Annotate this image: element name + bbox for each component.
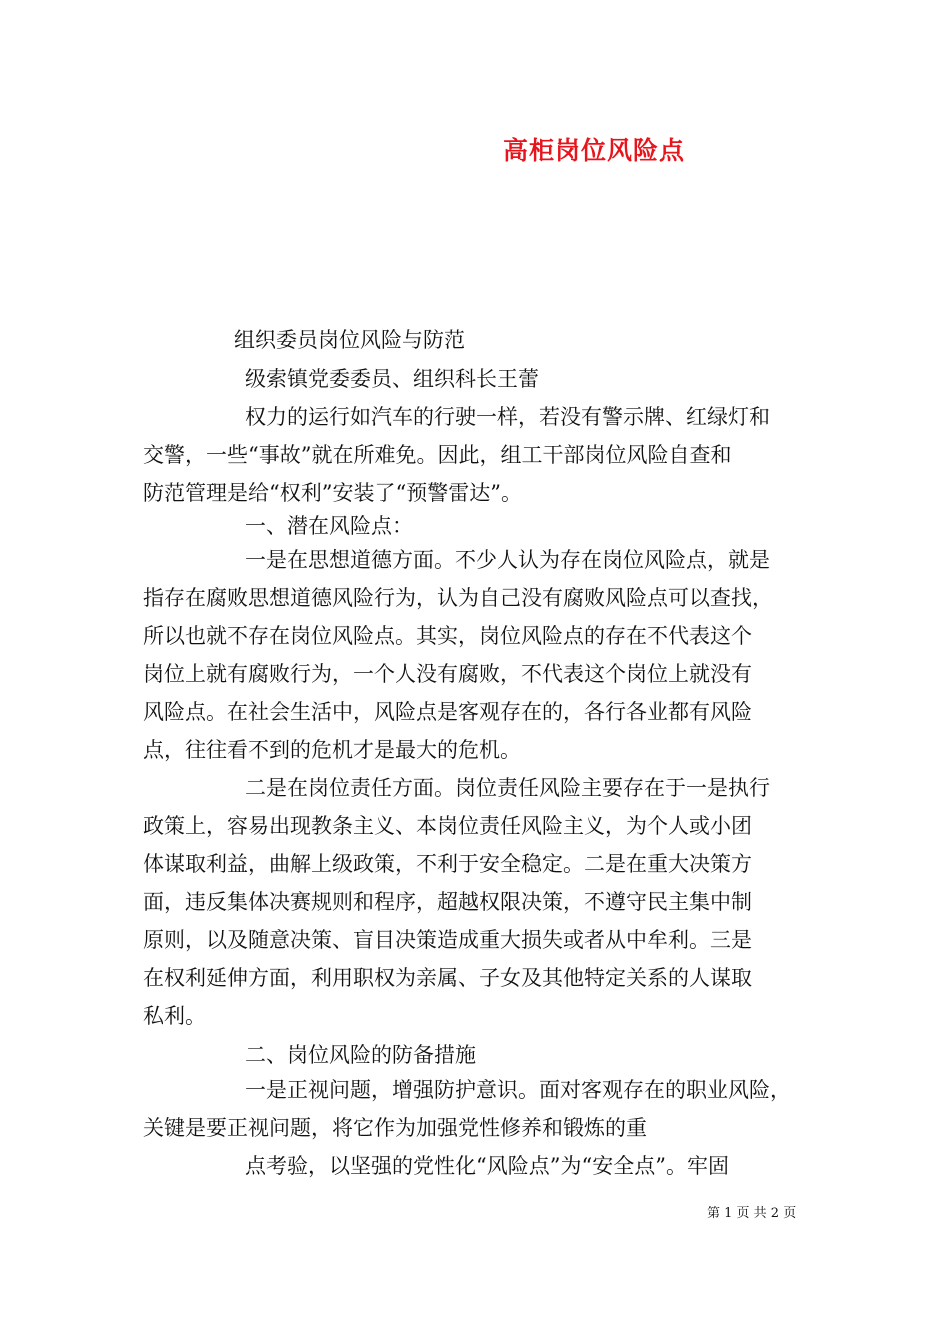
body-line: 风险点。在社会生活中，风险点是客观存在的，各行各业都有风险	[143, 700, 752, 724]
body-line: 岗位上就有腐败行为，一个人没有腐败，不代表这个岗位上就没有	[143, 662, 752, 686]
body-line: 一是在思想道德方面。不少人认为存在岗位风险点，就是	[245, 548, 770, 572]
document-title: 高柜岗位风险点	[502, 136, 685, 165]
body-line: 组织委员岗位风险与防范	[234, 328, 465, 352]
body-line: 一是正视问题，增强防护意识。面对客观存在的职业风险，	[245, 1078, 791, 1102]
body-line: 级索镇党委委员、组织科长王蕾	[245, 367, 539, 391]
body-line: 所以也就不存在岗位风险点。其实，岗位风险点的存在不代表这个	[143, 624, 752, 648]
body-line: 权力的运行如汽车的行驶一样，若没有警示牌、红绿灯和	[245, 405, 770, 429]
body-line: 交警，一些“事故”就在所难免。因此，组工干部岗位风险自查和	[143, 443, 732, 467]
body-line: 体谋取利益，曲解上级政策，不利于安全稳定。二是在重大决策方	[143, 852, 752, 876]
body-line: 原则，以及随意决策、盲目决策造成重大损失或者从中牟利。三是	[143, 928, 752, 952]
section-heading: 二、岗位风险的防备措施	[245, 1043, 476, 1067]
body-line: 防范管理是给“权利”安装了“预警雷达”。	[143, 481, 522, 505]
body-line: 点，往往看不到的危机才是最大的危机。	[143, 738, 521, 762]
body-line: 在权利延伸方面，利用职权为亲属、子女及其他特定关系的人谋取	[143, 966, 752, 990]
body-line: 私利。	[143, 1004, 206, 1028]
body-line: 关键是要正视问题，将它作为加强党性修养和锻炼的重	[143, 1116, 647, 1140]
body-line: 点考验，以坚强的党性化“风险点”为“安全点”。牢固	[245, 1154, 729, 1178]
body-line: 指存在腐败思想道德风险行为，认为自己没有腐败风险点可以查找，	[143, 586, 773, 610]
page-footer: 第 1 页 共 2 页	[707, 1206, 797, 1221]
section-heading: 一、潜在风险点：	[245, 514, 413, 538]
body-line: 面，违反集体决赛规则和程序，超越权限决策，不遵守民主集中制	[143, 890, 752, 914]
body-line: 政策上，容易出现教条主义、本岗位责任风险主义，为个人或小团	[143, 814, 752, 838]
body-line: 二是在岗位责任方面。岗位责任风险主要存在于一是执行	[245, 776, 770, 800]
